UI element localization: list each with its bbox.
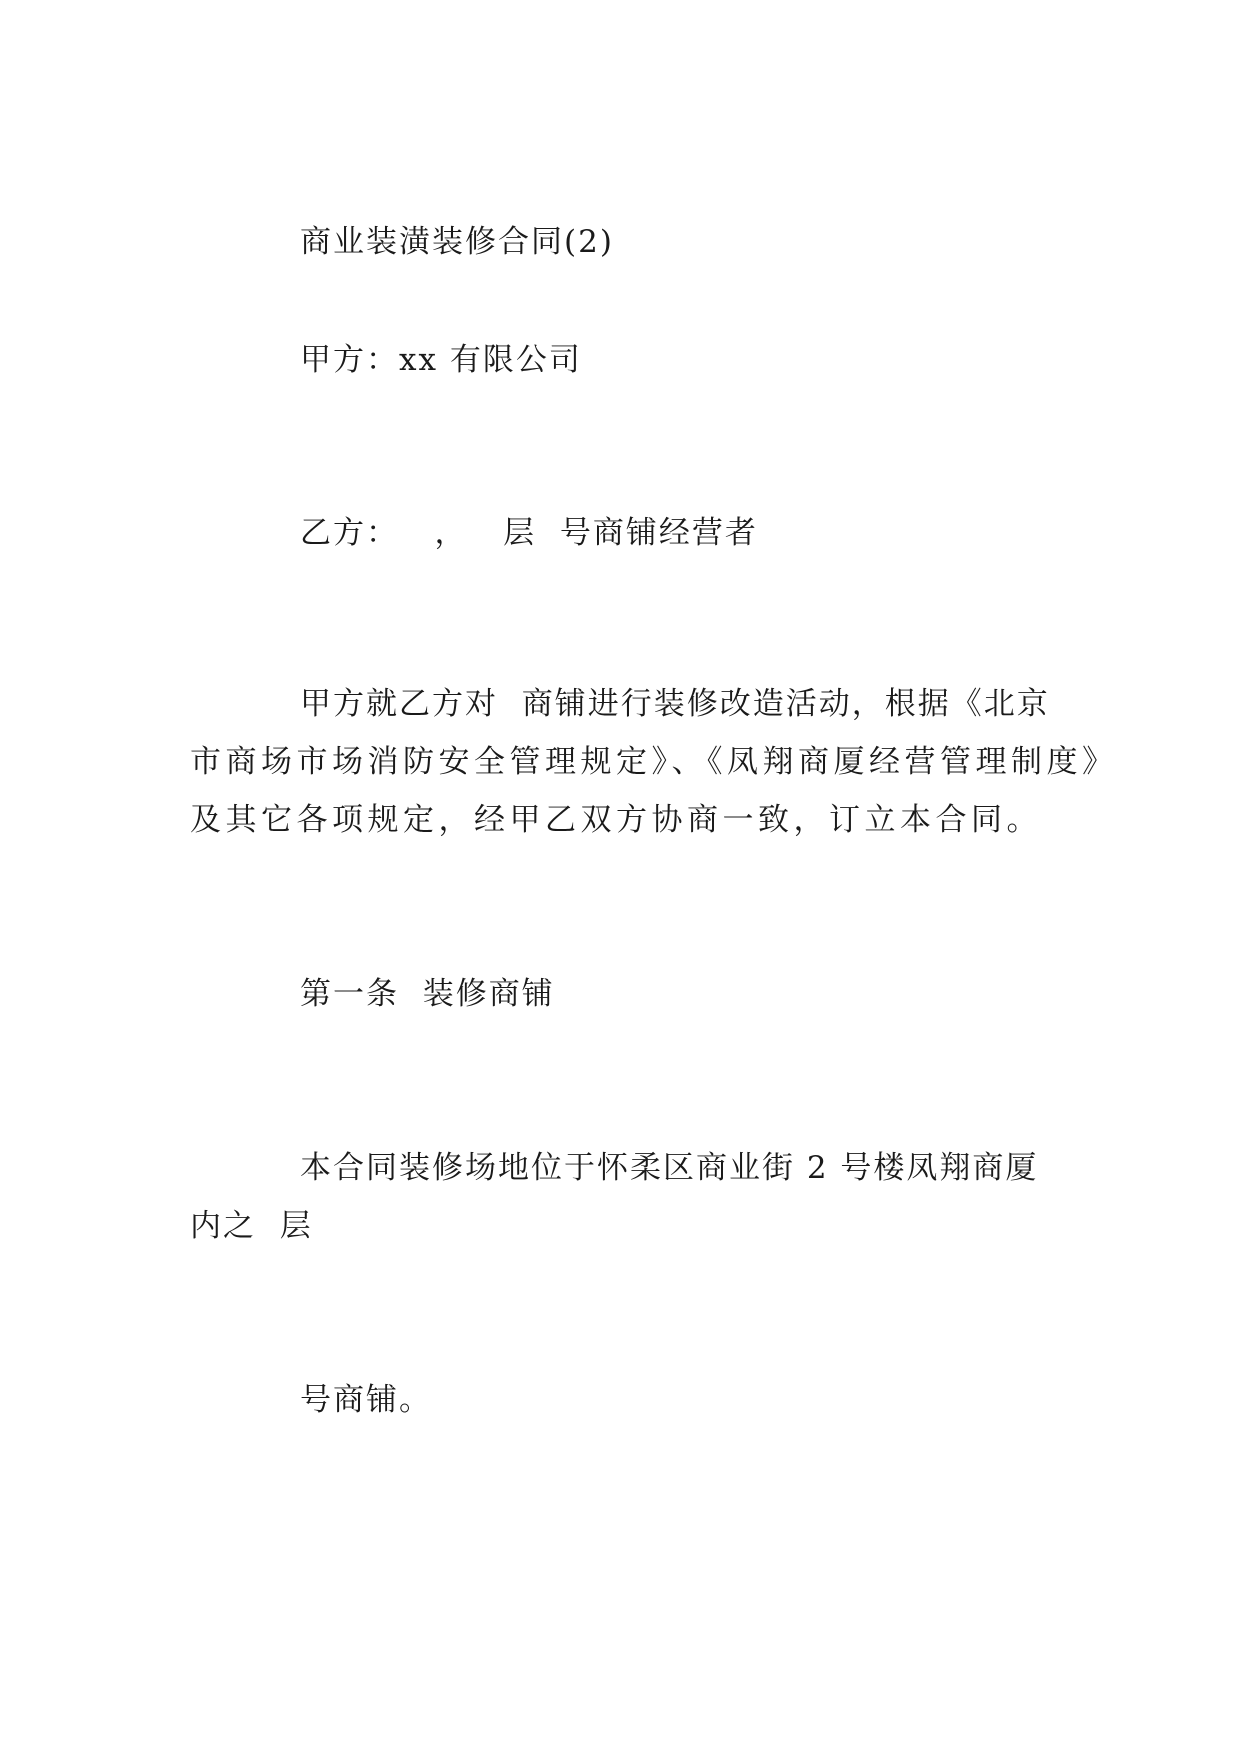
intro-line-3: 及其它各项规定，经甲乙双方协商一致，订立本合同。: [190, 802, 1042, 838]
article-1-heading: 第一条 装修商铺: [300, 976, 555, 1012]
party-b-line: 乙方： ， 层 号商铺经营者: [300, 515, 758, 551]
intro-line-2: 市商场市场消防安全管理规定》、《凤翔商厦经营管理制度》: [190, 744, 1118, 780]
article-1-continuation: 号商铺。: [300, 1382, 432, 1418]
article-1-line-1: 本合同装修场地位于怀柔区商业街 2 号楼凤翔商厦: [300, 1150, 1039, 1186]
article-1-line-2: 内之 层: [190, 1208, 313, 1244]
document-title: 商业装潢装修合同(2): [300, 224, 614, 260]
party-a-line: 甲方：xx 有限公司: [300, 342, 582, 378]
intro-line-1: 甲方就乙方对 商铺进行装修改造活动，根据《北京: [300, 686, 1050, 722]
